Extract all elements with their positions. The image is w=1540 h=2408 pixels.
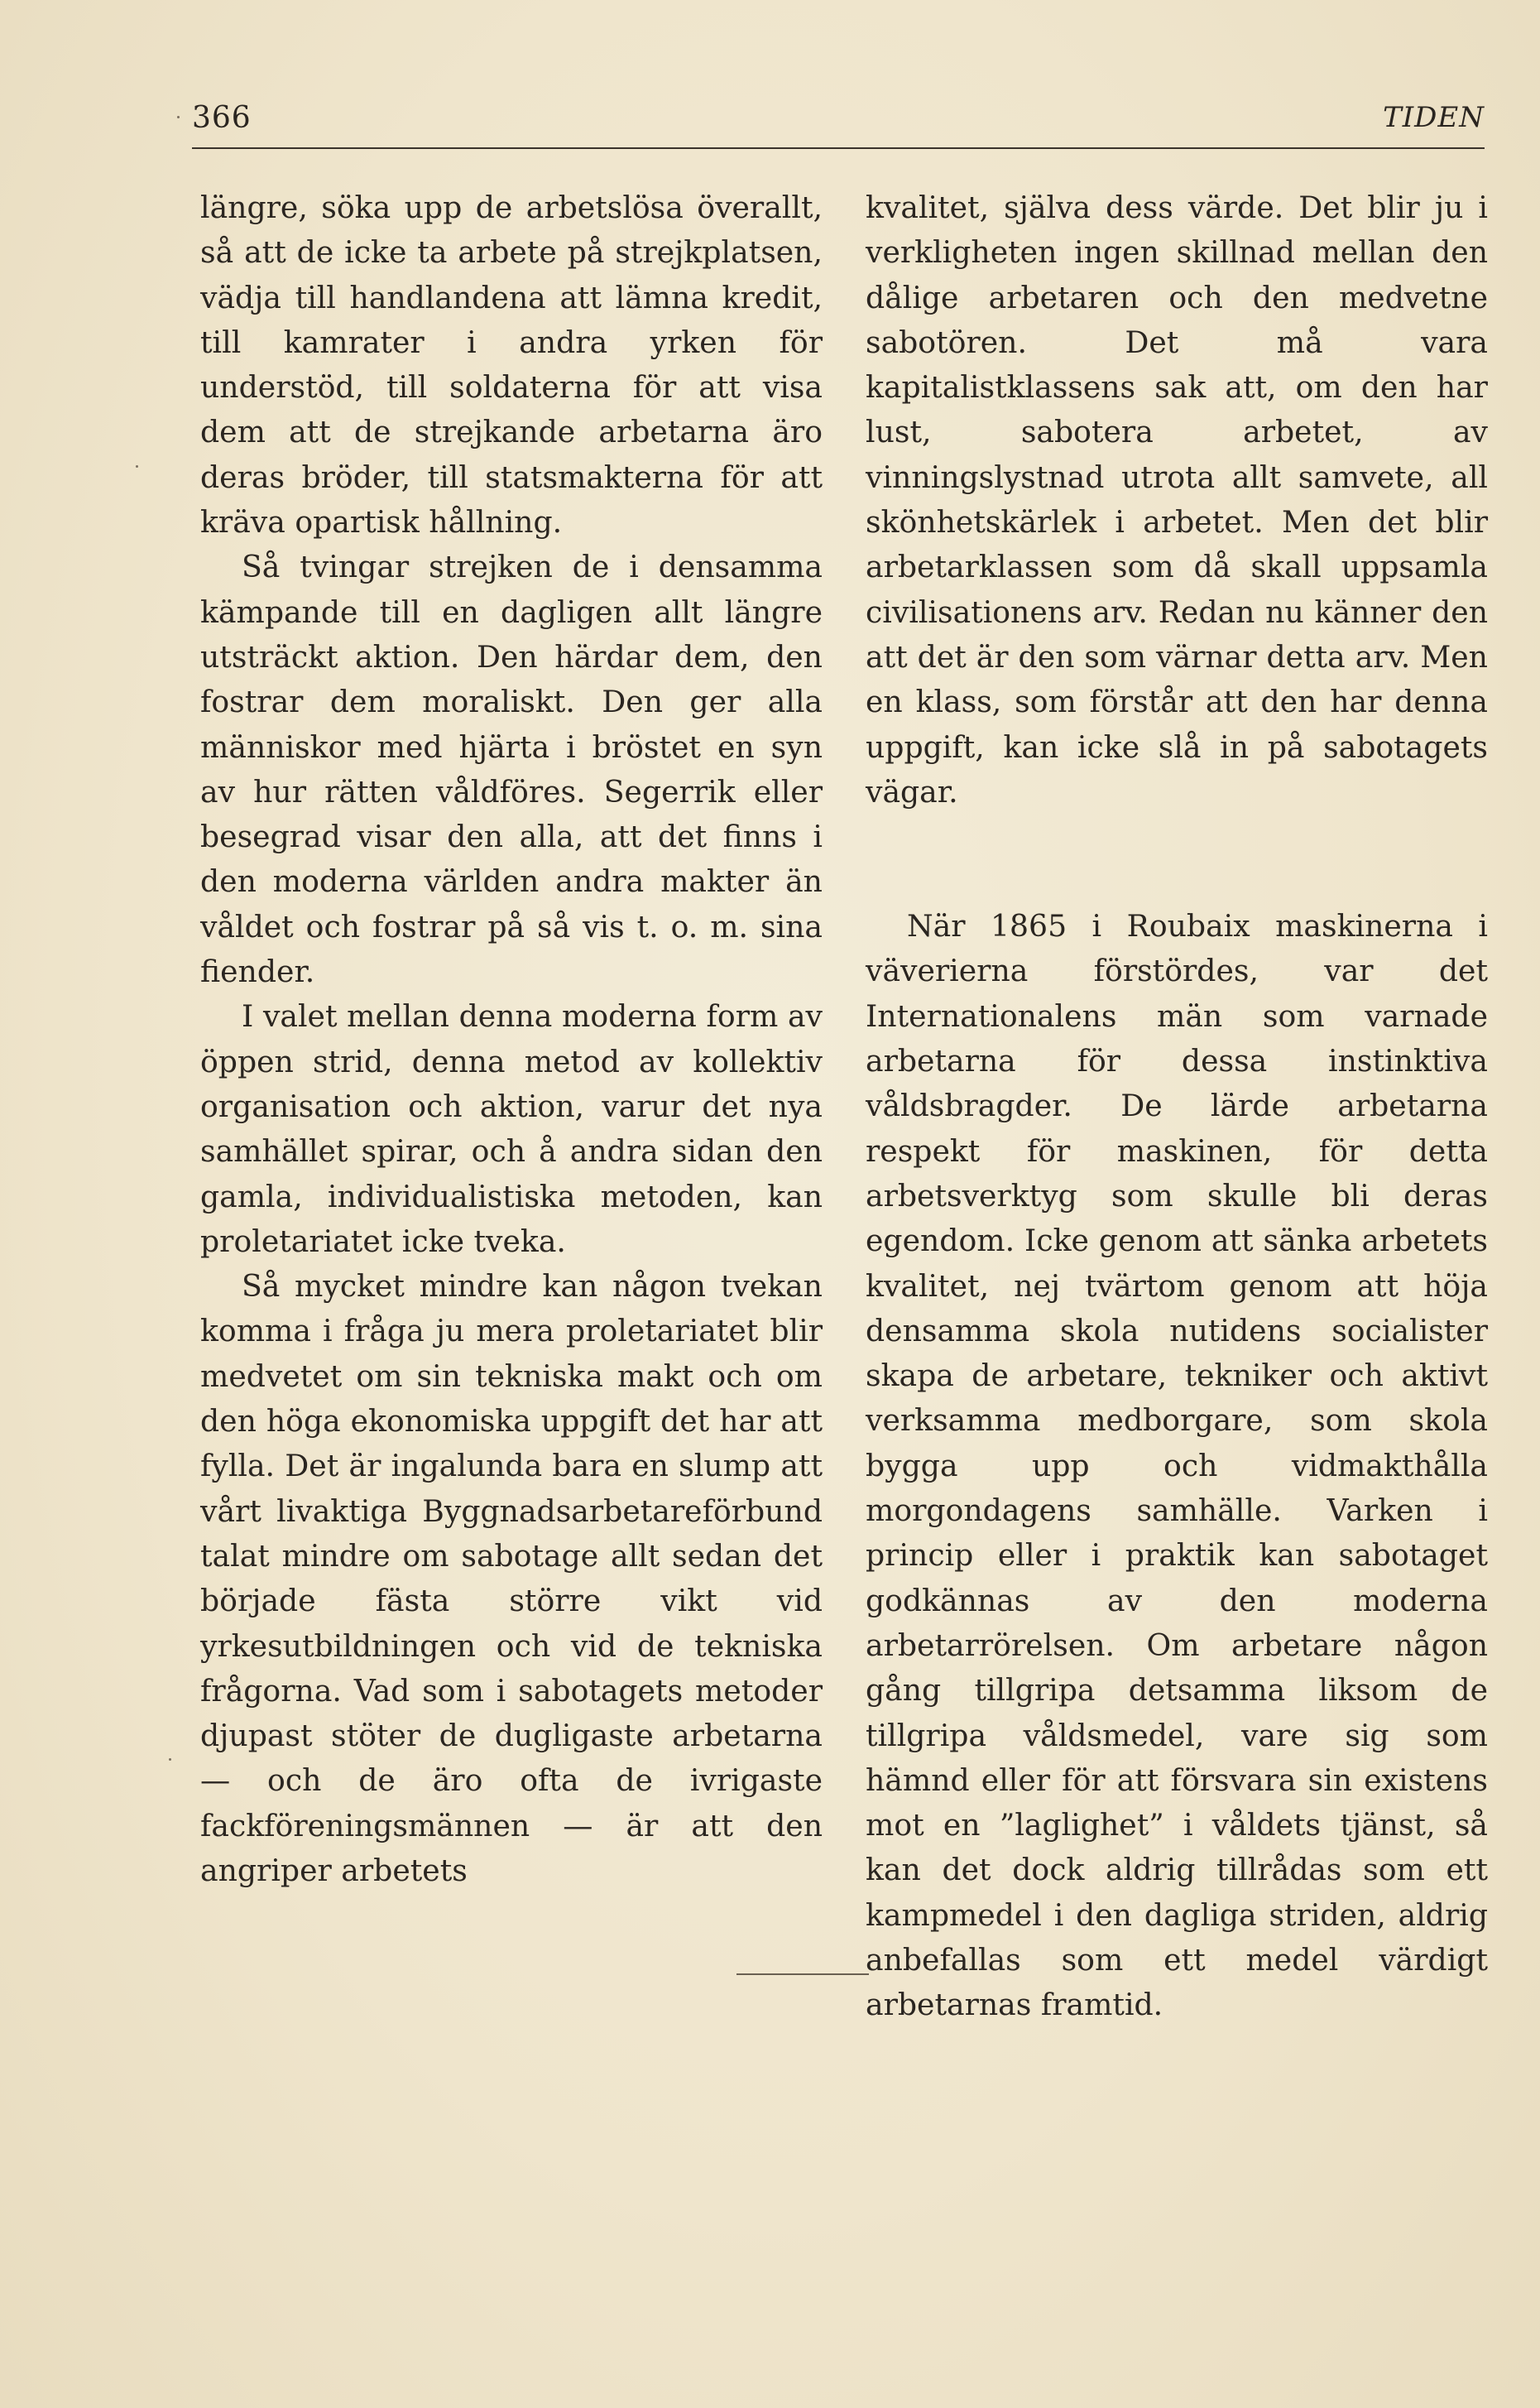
paragraph: kvalitet, själva dess värde. Det blir ju i verkligheten ingen skillnad mellan den dålige arbetaren och den medvetne sabotören. Det må vara kapitalistklassens sak att, om den har lust, sabotera arbetet, av vinningslystnad utrota allt samvete, all skönhetskärlek i arbetet. Men det blir arbetarklassen som då skall uppsamla civilisationens arv. Redan nu känner den att det är den som värnar detta arv. Men en klass, som förstår att den har denna uppgift, kan icke slå in på sabotagets vägar. [866, 190, 1488, 810]
print-speck [169, 1758, 171, 1761]
print-speck [177, 116, 180, 118]
paragraph: Så mycket mindre kan någon tvekan komma i fråga ju mera proletariatet blir medvetet om sin tekniska makt och om den höga ekonomiska uppgift det har att fylla. Det är ingalunda bara en slump att vårt livaktiga Byggnadsarbetareförbund talat mindre om sabotage allt sedan det började fästa större vikt vid yrkesutbildningen och vid de tekniska frågorna. Vad som i sabotagets metoder djupast stöter de dugligaste arbetarna — och de äro ofta de ivrigaste fackföreningsmännen — är att den angriper arbetets [200, 1268, 823, 1888]
print-speck [136, 465, 138, 468]
paragraph: längre, söka upp de arbetslösa överallt, så att de icke ta arbete på strejkplatsen, vädja till handlandena att lämna kredit, till kamrater i andra yrken för understöd, till soldaterna för att visa dem att de strejkande arbetarna äro deras bröder, till statsmakterna för att kräva opartisk hållning. [200, 190, 823, 541]
paragraph: I valet mellan denna moderna form av öppen strid, denna metod av kollektiv organisation och aktion, varur det nya samhället spirar, och å andra sidan den gamla, individualistiska metoden, kan proletariatet icke tveka. [200, 998, 823, 1259]
footer-rule [736, 1973, 869, 1975]
right-column [866, 185, 1488, 2028]
paragraph: Så tvingar strejken de i densamma kämpande till en dagligen allt längre utsträckt aktion. Den härdar dem, den fostrar dem moraliskt. Den ger alla människor med hjärta i bröstet en syn av hur rätten våldföres. Segerrik eller besegrad visar den alla, att det finns i den moderna världen andra makter än våldet och fostrar på så vis t. o. m. sina fiender. [200, 549, 823, 990]
paragraph: När 1865 i Roubaix maskinerna i väverierna förstördes, var det Internationalens män som varnade arbetarna för dessa instinktiva våldsbragder. De lärde arbetarna respekt för maskinen, för detta arbetsverktyg som skulle bli deras egendom. Icke genom att sänka arbetets kvalitet, nej tvärtom genom att höja densamma skola nutidens socialister skapa de arbetare, tekniker och aktivt verksamma medborgare, som skola bygga upp och vidmakthålla morgondagens samhälle. Varken i princip eller i praktik kan sabotaget godkännas av den moderna arbetarrörelsen. Om arbetare någon gång tillgripa detsamma liksom de tillgripa våldsmedel, vare sig som hämnd eller för att försvara sin existens mot en ”laglighet” i våldets tjänst, så kan det dock aldrig tillrådas som ett kampmedel i den dagliga striden, aldrig anbefallas som ett medel värdigt arbetarnas framtid. [866, 908, 1488, 2023]
left-column [200, 185, 823, 1893]
page-header [192, 93, 1485, 142]
running-title: TIDEN [1383, 101, 1485, 134]
page-number: 366 [192, 101, 252, 135]
header-rule [192, 147, 1485, 149]
